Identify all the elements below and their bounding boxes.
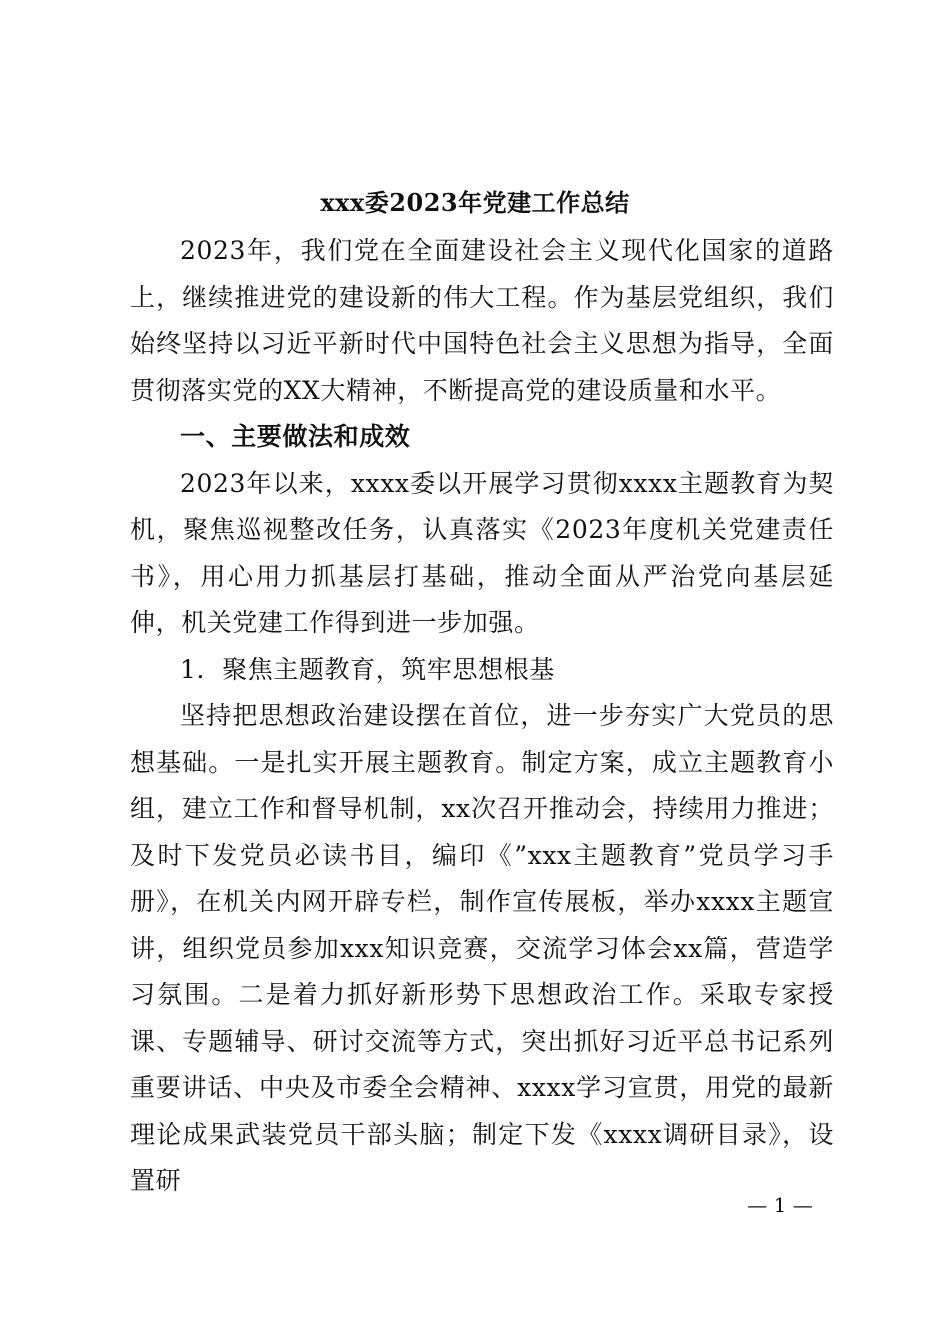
section-summary-paragraph: 2023年以来，xxxx委以开展学习贯彻xxxx主题教育为契机，聚焦巡视整改任务，认真落实《2023年度机关党建责任书》，用心用力抓基层打基础，推动全面从严治党向基层延伸，机关党建工作得到进一步加强。 — [130, 468, 834, 637]
document-title: xxx委2023年党建工作总结 — [320, 188, 630, 217]
intro-paragraph: 2023年，我们党在全面建设社会主义现代化国家的道路上，继续推进党的建设新的伟大工程。作为基层党组织，我们始终坚持以习近平新时代中国特色社会主义思想为指导，全面贯彻落实党的XX大精神，不断提高党的建设质量和水平。 — [130, 236, 834, 405]
page-number: — 1 — — [747, 1193, 813, 1217]
section-heading-main-practices: 一、主要做法和成效 — [180, 422, 411, 451]
subsection-heading-theme-education: 1．聚焦主题教育，筑牢思想根基 — [180, 654, 555, 684]
theme-education-paragraph: 坚持把思想政治建设摆在首位，进一步夯实广大党员的思想基础。一是扎实开展主题教育。制定方案，成立主题教育小组，建立工作和督导机制，xx次召开推动会，持续用力推进；及时下发党员必读书目，编印《”xxx主题教育”党员学习手册》，在机关内网开辟专栏，制作宣传展板，举办xxxx主题宣讲，组织党员参加xxx知识竞赛，交流学习体会xx篇，营造学习氛围。二是着力抓好新形势下思想政治工作。采取专家授课、专题辅导、研讨交流等方式，突出抓好习近平总书记系列重要讲话、中央及市委全会精神、xxxx学习宣贯，用党的最新理论成果武装党员干部头脑；制定下发《xxxx调研目录》，设置研 — [130, 701, 834, 1195]
document-body — [130, 228, 834, 1205]
